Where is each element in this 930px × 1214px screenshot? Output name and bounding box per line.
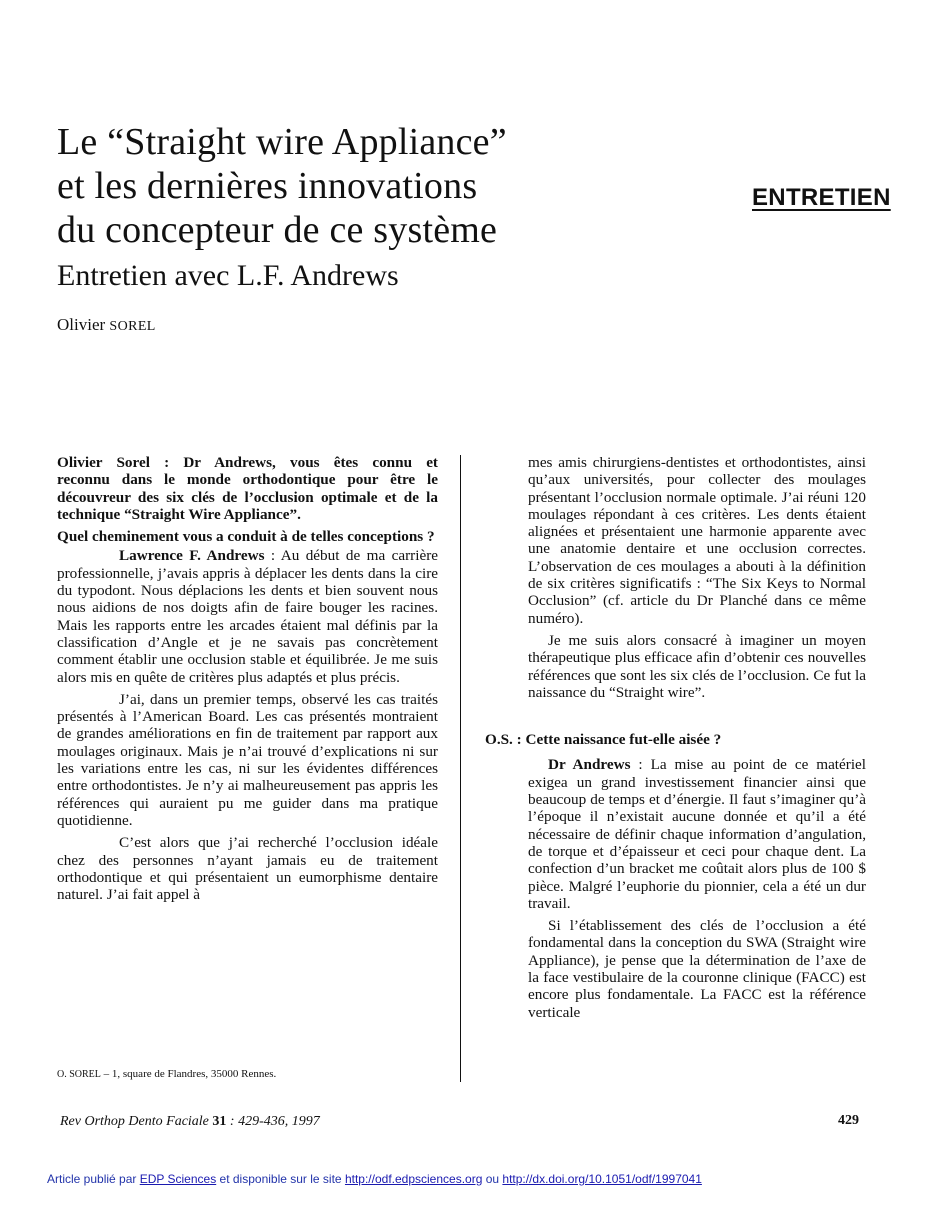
section-label: ENTRETIEN <box>752 184 891 211</box>
publisher-link[interactable]: EDP Sciences <box>139 1172 217 1186</box>
answer-text: : La mise au point de ce matériel exigea un grand investissement financier ainsi que beaucoup de temps et d’énergie. Il faut s’imaginer qu’à l’époque il n’existait aucune donnée et qu’il a été nécessaire de définir chaque information d’angulation, de torque et d’épaisseur et ceci pour chaque dent. La confection d’un bracket me coûtait alors plus de 100 $ pièce. Malgré l’euphorie du pionnier, cela a été un dur travail. <box>528 756 867 912</box>
journal-name: Rev Orthop Dento Faciale <box>60 1114 209 1129</box>
right-column <box>485 454 867 1021</box>
author-footnote <box>57 1068 276 1080</box>
site-link[interactable]: http://odf.edpsciences.org <box>344 1172 483 1186</box>
question-line: Olivier Sorel : Dr Andrews, vous êtes connu et <box>57 454 438 471</box>
answer-text: : Au début de ma carrière professionnelle, j’avais appris à déplacer les dents dans la cire du typodont. Nous déplacions les dents et bien souvent nous nous aidions de nos doigts afin de faire bouger les racines. Mais les rapports entre les arcades étaient mal définis par la classification d’Angle et je ne savais pas concrètement comment établir une occlusion stable et équilibrée. Je me suis alors mis en quête de critères plus adaptés et plus précis. <box>57 547 438 686</box>
body-paragraph: mes amis chirurgiens-dentistes et orthodontistes, ainsi qu’aux universités, pour collecter des moulages présentant l’occlusion normale optimale. J’ai réuni 120 moulages répondant à ces critères. Les dents étaient alignées et présentaient une harmonie apparente avec une anatomie dentaire et une occlusion correctes. L’observation de ces moulages a abouti à la définition de six critères significatifs : “The Six Keys to Normal Occlusion” (cf. article du Dr Planché dans ce même numéro). <box>528 454 866 627</box>
author-line <box>57 315 156 335</box>
answer-paragraph <box>528 756 866 912</box>
article-title <box>57 120 677 252</box>
banner-text: et disponible sur le site <box>216 1172 345 1186</box>
left-column <box>57 454 438 903</box>
column-divider <box>460 455 461 1082</box>
body-paragraph: Si l’établissement des clés de l’occlusion a été fondamental dans la conception du SWA (Straight wire Appliance), je pense que la détermination de l’axe de la face vestibulaire de la couronne clinique (FACC) est encore plus fondamentale. La FACC est la référence verticale <box>528 917 866 1021</box>
question-text: reconnu dans le monde orthodontique pour être le découvreur des six clés de l’occlusion optimale et de la technique “Straight Wire Appliance”. <box>57 471 438 523</box>
author-last-name: SOREL <box>109 319 156 334</box>
body-paragraph: Je me suis alors consacré à imaginer un moyen thérapeutique plus efficace afin d’obtenir ces nouvelles références que sont les six clés de l’occlusion. Ce fut la naissance du “Straight wire”. <box>528 631 866 701</box>
title-line: du concepteur de ce système <box>57 209 498 251</box>
speaker-name: Dr Andrews <box>548 756 631 774</box>
author-first-name: Olivier <box>57 315 106 334</box>
journal-citation <box>60 1114 320 1130</box>
doi-link[interactable]: http://dx.doi.org/10.1051/odf/1997041 <box>502 1172 702 1186</box>
body-paragraph: C’est alors que j’ai recherché l’occlusion idéale chez des personnes n’ayant jamais eu de traitement orthodontique et qui présentaient un eumorphisme dentaire naturel. J’ai fait appel à <box>57 834 438 904</box>
article-subtitle: Entretien avec L.F. Andrews <box>57 259 399 292</box>
answer-paragraph <box>57 547 438 685</box>
body-paragraph: J’ai, dans un premier temps, observé les cas traités présentés à l’American Board. Les cas présentés montraient de grandes améliorations en fin de traitement par rapport aux moulages originaux. Mais je n’ai trouvé d’explications ni sur les variations entre les cas, ni sur les évidentes différences entre orthodontistes. Je n’y ai malheureusement pas appris les références qui auraient pu me guider dans ma pratique quotidienne. <box>57 690 438 829</box>
journal-pages: : 429-436, 1997 <box>226 1114 320 1129</box>
title-line: et les dernières innovations <box>57 165 478 207</box>
banner-text: ou <box>482 1172 503 1186</box>
banner-text: Article publié par <box>47 1172 140 1186</box>
page-number: 429 <box>838 1113 859 1128</box>
question-text: Quel cheminement vous a conduit à de telles conceptions ? <box>57 528 435 546</box>
journal-volume: 31 <box>212 1114 227 1129</box>
question-text: O.S. : Cette naissance fut-elle aisée ? <box>485 731 722 749</box>
speaker-name: Lawrence F. Andrews <box>119 547 265 565</box>
footnote-name: O. SOREL <box>57 1069 101 1080</box>
title-line: Le “Straight wire Appliance” <box>57 121 507 163</box>
publisher-banner <box>47 1172 702 1186</box>
footnote-address: – 1, square de Flandres, 35000 Rennes. <box>100 1068 277 1080</box>
